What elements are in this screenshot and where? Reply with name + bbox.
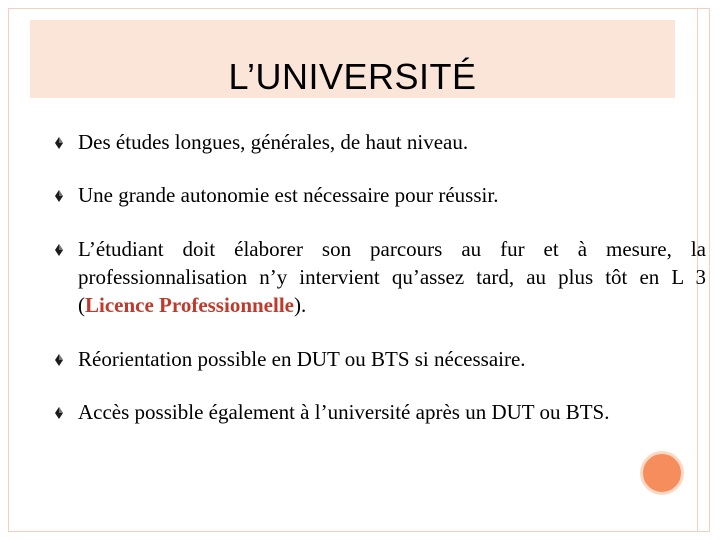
bullet-item-1 <box>50 128 690 156</box>
diamond-bullet-icon <box>52 243 66 257</box>
bullet-text-tail: ). <box>294 293 307 317</box>
bullet-item-3 <box>50 235 706 319</box>
bullet-text: Accès possible également à l’université après un DUT ou BTS. <box>78 400 610 424</box>
bullet-item-4 <box>50 345 690 373</box>
diamond-bullet-icon <box>52 136 66 150</box>
circle-decoration-icon <box>640 451 684 495</box>
diamond-bullet-icon <box>52 189 66 203</box>
bullet-list <box>50 128 706 426</box>
title-bar <box>30 20 675 98</box>
bullet-text: Des études longues, générales, de haut niveau. <box>78 130 469 154</box>
bullet-item-2 <box>50 181 690 209</box>
highlighted-term: Licence Professionnelle <box>85 293 294 317</box>
diamond-bullet-icon <box>52 353 66 367</box>
diamond-bullet-icon <box>52 406 66 420</box>
slide-title: L’UNIVERSITÉ <box>228 56 477 97</box>
bullet-text: Réorientation possible en DUT ou BTS si nécessaire. <box>78 347 526 371</box>
bullet-text: L’étudiant doit élaborer son parcours au fur et à mesure, la professionnalisation n’y intervient qu’assez tard, au plus tôt en L 3 ( <box>78 237 706 317</box>
bullet-item-5 <box>50 398 690 426</box>
bullet-text: Une grande autonomie est nécessaire pour réussir. <box>78 183 499 207</box>
